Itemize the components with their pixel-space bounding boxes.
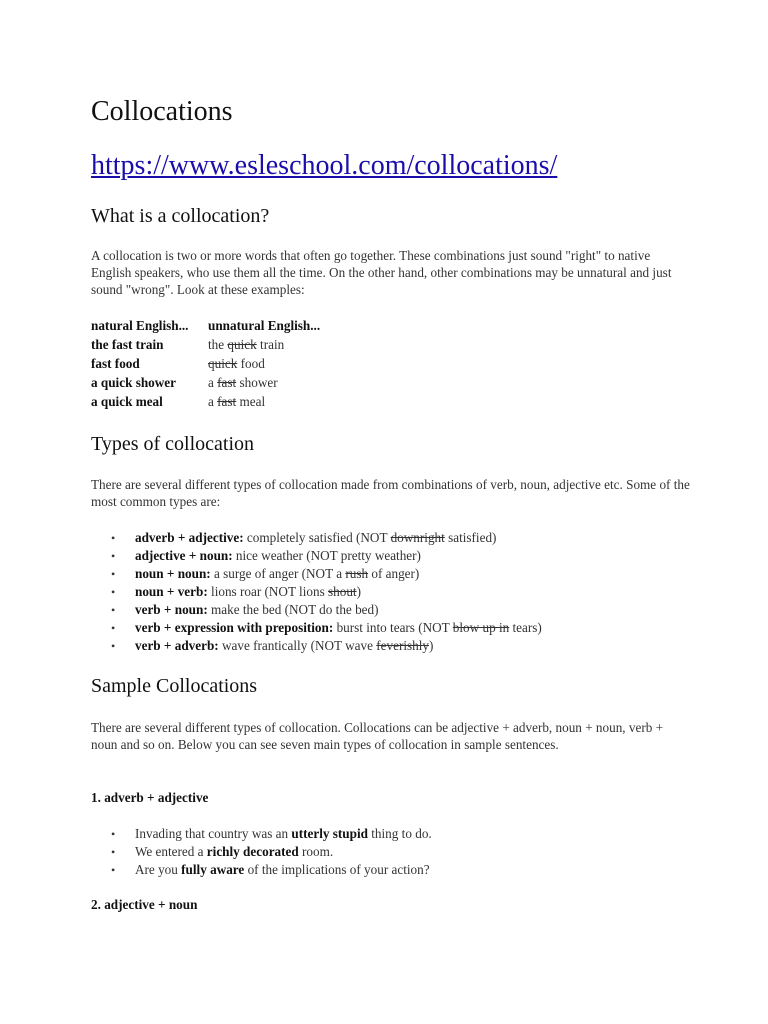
header-natural: natural English... [91,318,189,333]
unnatural-cell: the quick train [208,337,285,352]
intro-paragraph: A collocation is two or more words that often go together. These combinations just sound "right" to native English speakers, who use them all the time. On the other hand, other combinations may be unnatural and just sound "wrong". Look at these examples: [91,248,672,297]
list-item: • verb + noun: make the bed (NOT do the bed) [91,601,542,619]
strike-word: fast [217,375,237,390]
example-row [91,356,320,375]
samples-list [91,825,432,879]
list-item: • Are you fully aware of the implications of your action? [91,861,432,879]
natural-cell: fast food [91,356,140,371]
unnatural-cell: a fast shower [208,375,278,390]
page-title: Collocations [91,96,233,127]
example-row [91,394,320,413]
list-item: • verb + expression with preposition: burst into tears (NOT blow up in tears) [91,619,542,637]
list-item: • adverb + adjective: completely satisfied (NOT downright satisfied) [91,529,542,547]
subheading-adverb-adjective: 1. adverb + adjective [91,790,209,805]
heading-types: Types of collocation [91,433,254,455]
types-list [91,529,542,655]
list-item: • noun + verb: lions roar (NOT lions shout) [91,583,542,601]
source-link[interactable]: https://www.esleschool.com/collocations/ [91,150,558,181]
natural-cell: a quick meal [91,394,163,409]
natural-cell: the fast train [91,337,164,352]
subheading-adjective-noun: 2. adjective + noun [91,897,198,912]
list-item: • We entered a richly decorated room. [91,843,432,861]
unnatural-cell: a fast meal [208,394,266,409]
example-row [91,337,320,356]
strike-word: fast [217,394,237,409]
examples-header-row [91,318,320,337]
strike-word: quick [208,356,238,371]
list-item: • verb + adverb: wave frantically (NOT wave feverishly) [91,637,542,655]
heading-samples: Sample Collocations [91,675,258,697]
strike-word: quick [227,337,257,352]
samples-paragraph: There are several different types of collocation. Collocations can be adjective + adverb, noun + noun, verb + noun and so on. Below you can see seven main types of collocation in sample sentences. [91,720,664,752]
example-row [91,375,320,394]
types-paragraph: There are several different types of collocation made from combinations of verb, noun, adjective etc. Some of the most common types are: [91,477,690,509]
examples-table [91,318,320,413]
heading-what-is: What is a collocation? [91,205,270,227]
list-item: • adjective + noun: nice weather (NOT pretty weather) [91,547,542,565]
list-item: • Invading that country was an utterly stupid thing to do. [91,825,432,843]
list-item: • noun + noun: a surge of anger (NOT a rush of anger) [91,565,542,583]
unnatural-cell: quick food [208,356,265,371]
header-unnatural: unnatural English... [208,318,321,333]
natural-cell: a quick shower [91,375,176,390]
